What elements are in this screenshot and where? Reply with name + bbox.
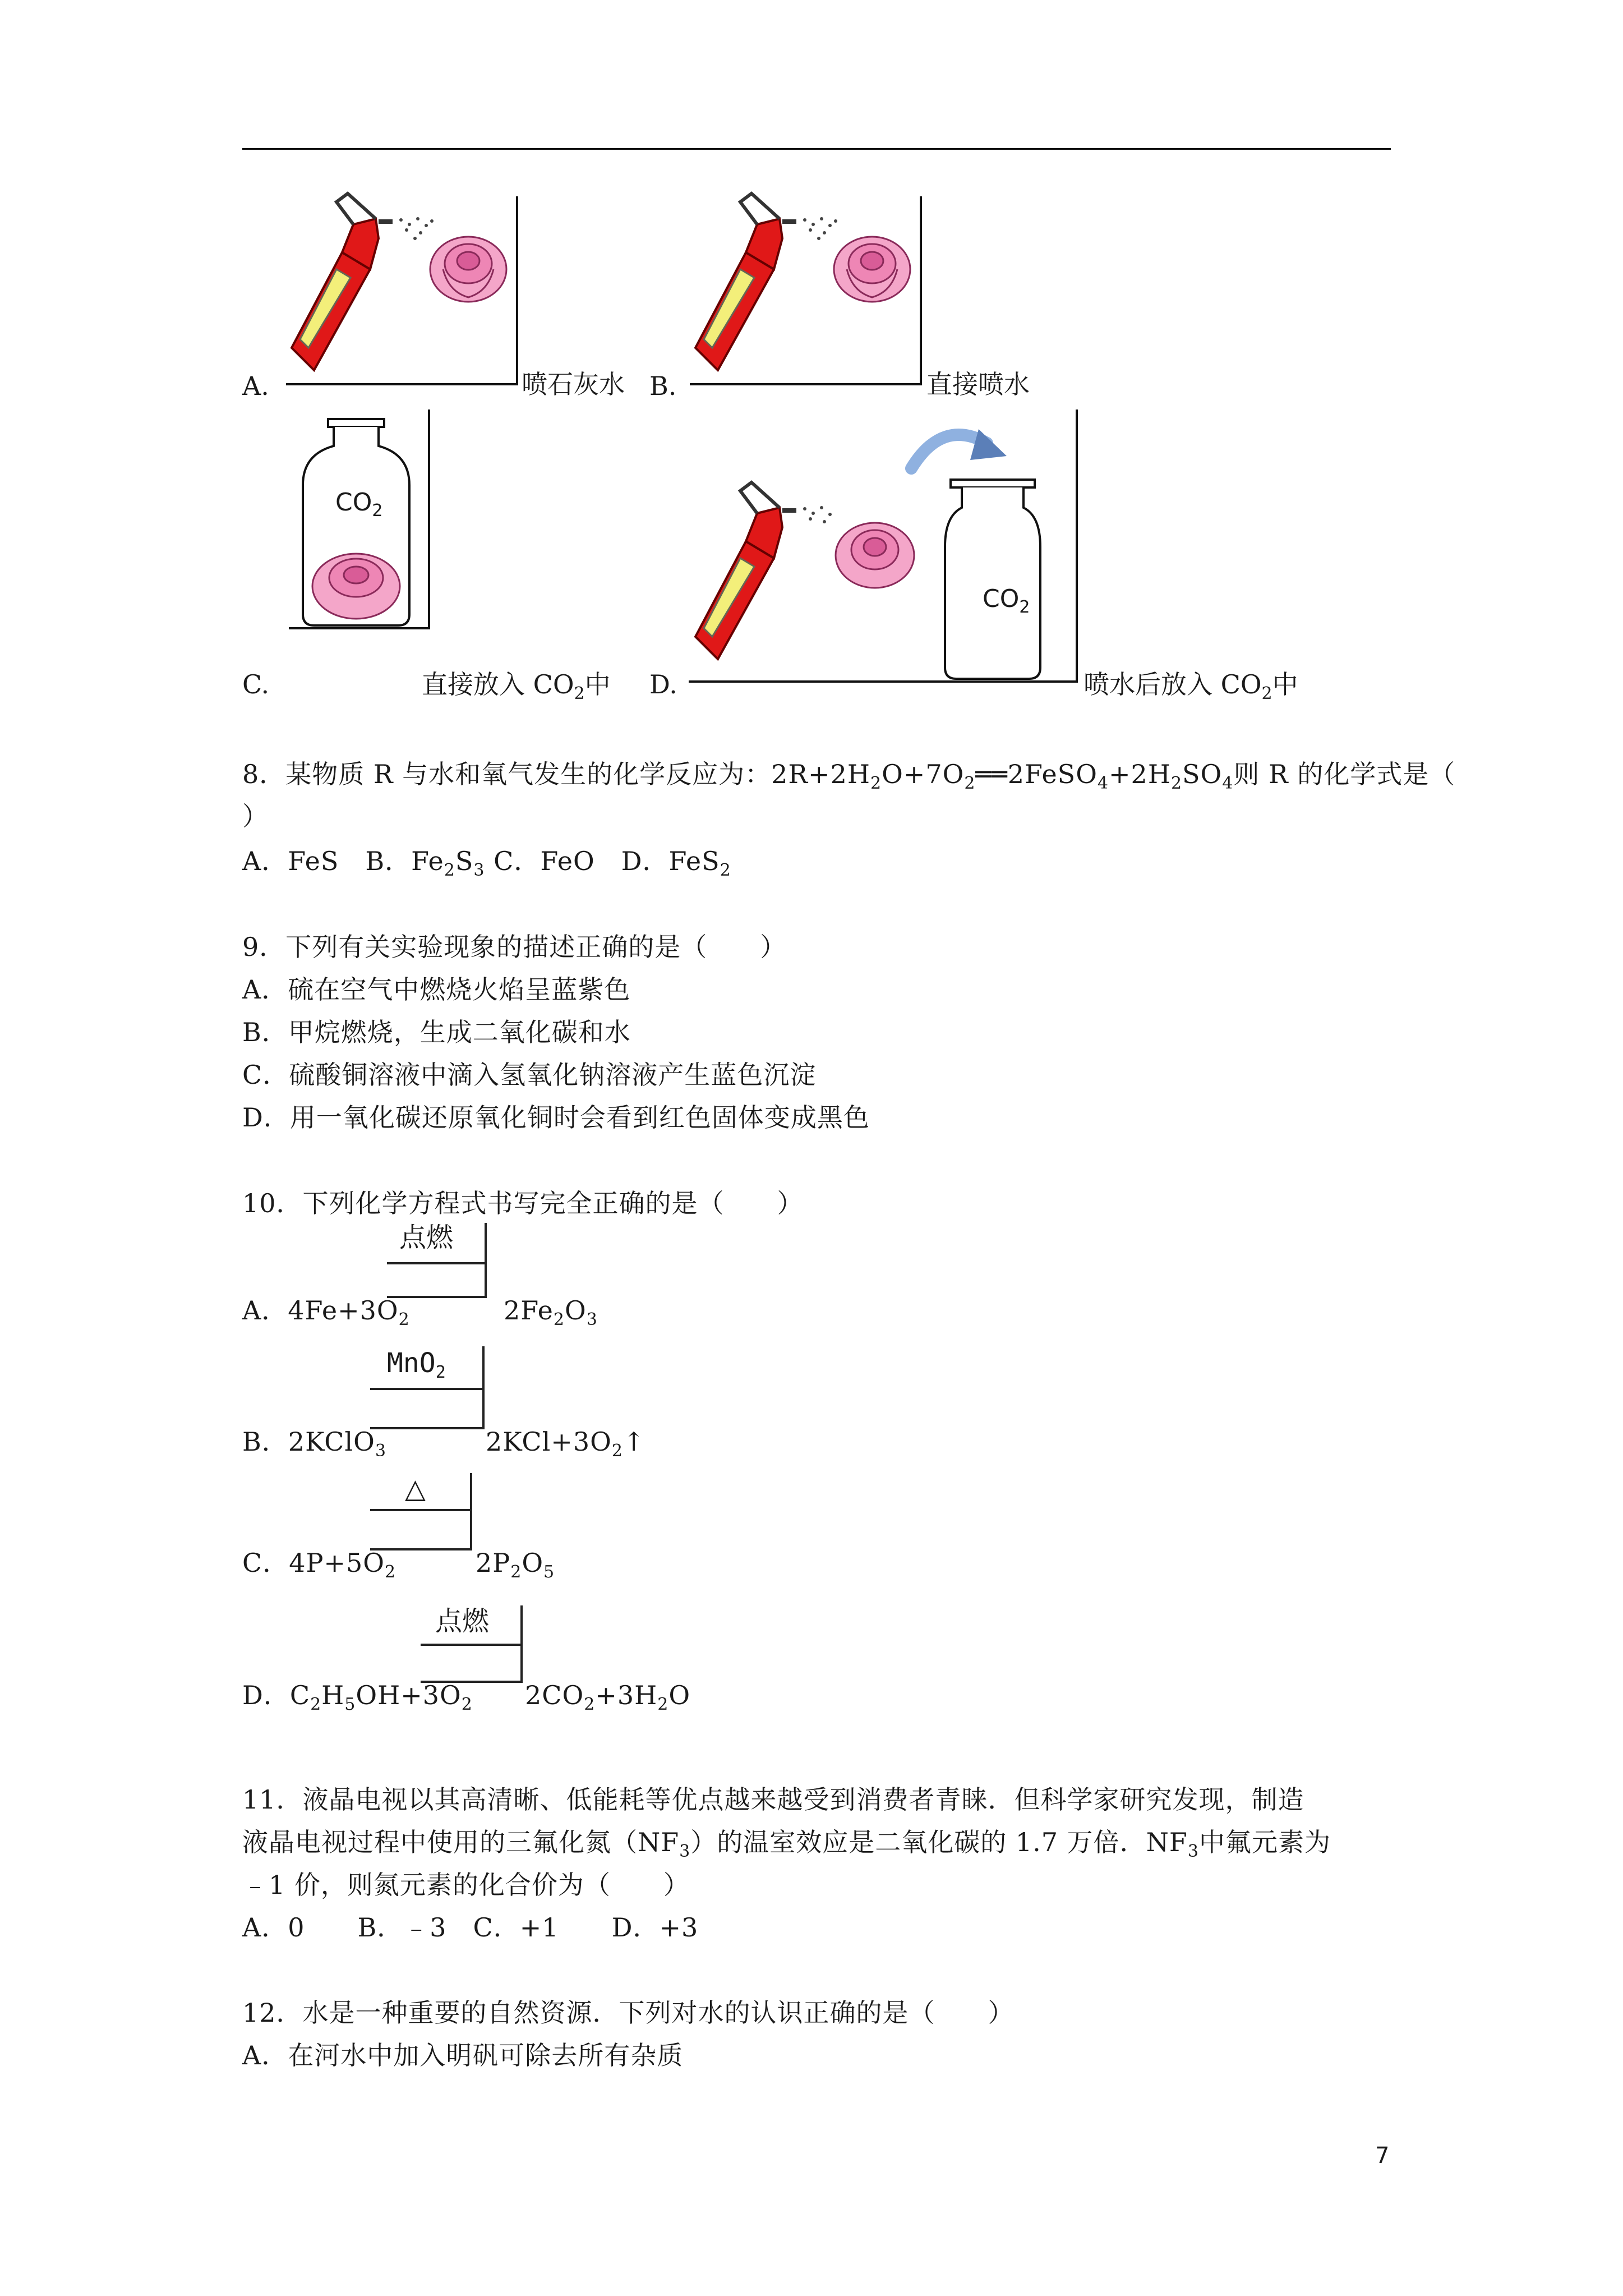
question-8-close: ） [242,801,269,831]
question-9-option-c: C．硫酸铜溶液中滴入氢氧化钠溶液产生蓝色沉淀 [242,1060,817,1090]
equation-a-vertical [485,1223,487,1298]
page-number: 7 [1375,2143,1390,2169]
question-9-option-a: A．硫在空气中燃烧火焰呈蓝紫色 [242,974,631,1005]
equation-a-right: $2Fe_2O_3$ [504,1295,598,1329]
equation-b-condition: MnO$_2$ [387,1347,446,1382]
flower-icon [430,237,506,302]
spray-mist [803,217,837,240]
equation-c-condition: △ [405,1473,426,1504]
equation-c-left: C．$4P+5O_2$ [242,1548,396,1582]
header-rule [242,148,1391,150]
question-9-option-d: D．用一氧化碳还原氧化铜时会看到红色固体变成黑色 [242,1102,870,1133]
equation-c-vertical [470,1473,472,1550]
figure-c-jar-co2 [286,407,437,634]
equation-d-top-line [421,1644,523,1646]
flower-icon [834,237,910,302]
spray-mist [803,506,832,523]
question-11-line-2: 液晶电视过程中使用的三氟化氮$(NF_3)$的温室效应是二氧化碳的 1.7 万倍．$NF_3$中氟元素为 [242,1827,1331,1861]
flower-icon [836,523,914,588]
spray-bottle-icon [695,194,796,370]
question-8-stem: 8．某物质 R 与水和氧气发生的化学反应为：$2R+2H_2O+7O_2══2FeSO_4+2H_2SO_4$则 R 的化学式是（ [242,759,1456,793]
question-9-stem: 9．下列有关实验现象的描述正确的是（ ） [242,932,787,962]
figure-b-caption: 直接喷水 [926,369,1030,399]
equation-d-right: $2CO_2+3H_2O$ [525,1680,691,1714]
flower-icon [312,554,400,619]
figure-a-caption: 喷石灰水 [522,369,625,399]
question-11-line-3: ﹣1 价，则氮元素的化合价为（ ） [242,1870,690,1900]
figure-d-jar-label: $CO_2$ [983,585,1030,617]
equation-b-left: B．2KClO$_3$ [242,1427,386,1461]
figure-b-spray-water [684,185,931,393]
question-11-line-1: 11．液晶电视以其高清晰、低能耗等优点越来越受到消费者青睐．但科学家研究发现，制造 [242,1784,1304,1815]
question-9-option-b: B．甲烷燃烧，生成二氧化碳和水 [242,1017,631,1047]
figure-d-caption: 喷水后放入 $CO_2$中 [1083,669,1298,703]
question-11-options: A．0 B．﹣3 C．+1 D．+3 [242,1912,699,1943]
curved-arrow-icon [911,429,1007,468]
equation-a-left: A．$4Fe+3O_2$ [242,1295,410,1329]
question-12-stem: 12．水是一种重要的自然资源．下列对水的认识正确的是（ ） [242,1998,1015,2028]
figure-c-caption: 直接放入 $CO_2$中 [422,669,611,703]
spray-mist [399,217,434,240]
figure-c-jar-label: $CO_2$ [335,488,383,521]
equation-b-right: $2KCl+3O_2↑$ [486,1427,645,1461]
equation-d-vertical [520,1605,523,1683]
figure-a-spray-limewater [280,185,527,393]
figure-c-letter: C. [242,669,270,700]
equation-b-vertical [482,1346,485,1429]
question-10-stem: 10．下列化学方程式书写完全正确的是（ ） [242,1188,804,1218]
equation-d-condition: 点燃 [435,1605,490,1637]
figure-d-letter: D. [649,669,677,700]
gas-jar-icon [945,480,1040,679]
spray-bottle-icon [695,482,796,659]
equation-a-top-line [387,1262,487,1264]
question-12-option-a: A．在河水中加入明矾可除去所有杂质 [242,2040,684,2070]
equation-b-top-line [370,1388,485,1390]
equation-b-bottom-line [370,1427,485,1429]
figure-d-spray-then-jar [684,407,1088,687]
figure-a-letter: A. [242,371,269,401]
question-8-options: A．FeS B．$Fe_2S_3$ C．FeO D．FeS$_2$ [242,846,731,880]
equation-a-condition: 点燃 [399,1222,454,1253]
figure-b-letter: B. [649,371,677,401]
equation-c-top-line [370,1509,472,1511]
equation-c-right: $2P_2O_5$ [476,1548,555,1582]
spray-bottle-icon [292,194,393,370]
equation-d-left: D．$C_2H_5OH+3O_2$ [242,1680,473,1714]
